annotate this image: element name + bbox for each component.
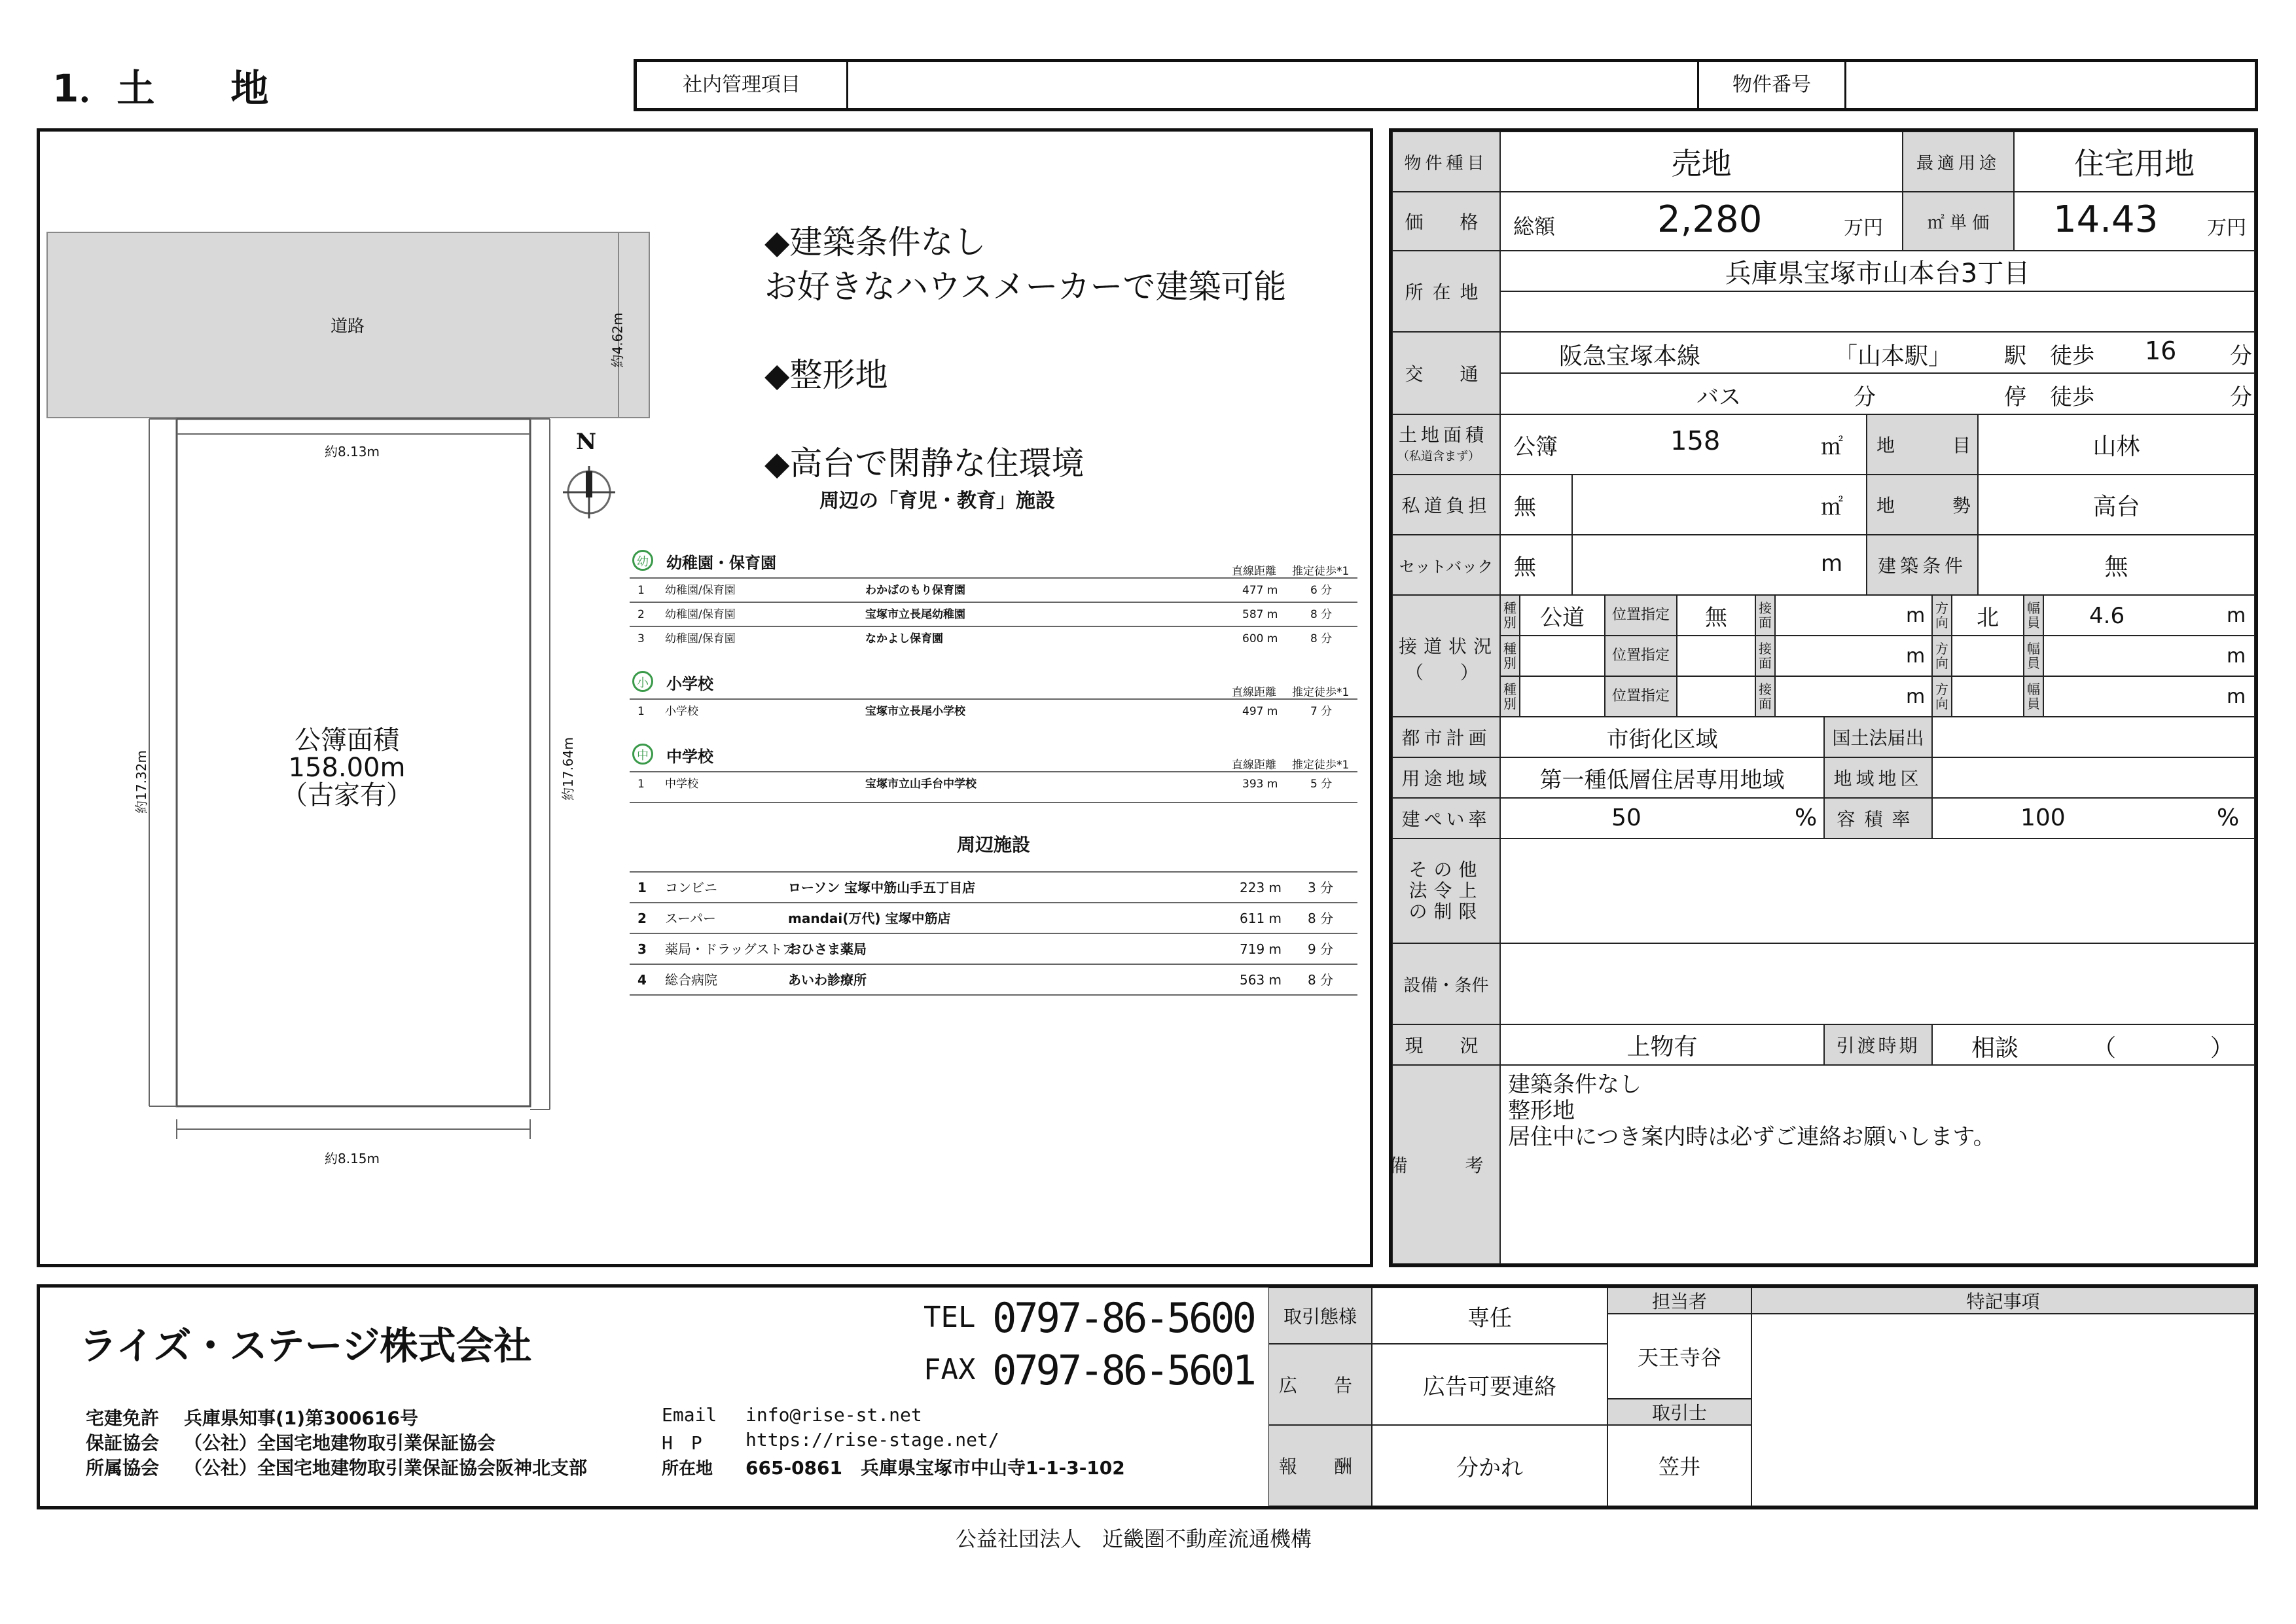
guarantee-value: （公社）全国宅地建物取引業保証協会: [184, 1432, 496, 1454]
hp-label: H P: [662, 1432, 702, 1454]
member-label: 所属協会: [86, 1457, 160, 1479]
top-width-label: 約8.13m: [325, 444, 380, 460]
company-name: ライズ・ステージ株式会社: [79, 1324, 532, 1368]
lot-area-block: [236, 727, 458, 809]
walk-minutes: 16: [2145, 336, 2177, 365]
remarks-line: 建築条件なし: [1508, 1072, 1641, 1098]
other-law-label: その他法令上の制限: [1392, 839, 1500, 943]
road-width-unit: m: [2227, 685, 2246, 708]
school-group-header: [630, 547, 1357, 576]
location-value-2: [1500, 291, 2255, 332]
walk-label: 徒歩: [2050, 343, 2094, 369]
city-planning-value: 市街化区域: [1500, 717, 1824, 757]
use-value: 住宅用地: [2014, 132, 2255, 192]
staff-label: 担当者: [1607, 1288, 1751, 1314]
unit-price-unit: 万円: [2207, 217, 2246, 240]
facility-walk: 8 分: [1310, 608, 1333, 621]
road-designation-label: 位置指定: [1605, 636, 1677, 676]
highlight-any-maker: お好きなハウスメーカーで建築可能: [764, 268, 1287, 306]
road-width-unit: m: [2227, 645, 2246, 668]
address-value: 665-0861 兵庫県宝塚市中山寺1-1-3-102: [745, 1457, 1125, 1479]
school-row: [630, 771, 1357, 797]
school-group-icon: [632, 550, 653, 571]
facility-type: 幼稚園/保育園: [665, 632, 736, 645]
road-width-cell: [2043, 676, 2255, 717]
facility-name: mandai(万代) 宝塚中筋店: [788, 911, 951, 926]
area-title: 公簿面積: [295, 725, 399, 755]
facility-distance: 497 m: [1242, 705, 1278, 718]
facility-type: 小学校: [665, 705, 698, 718]
bus-label: バス: [1696, 384, 1741, 410]
facility-distance: 477 m: [1242, 584, 1278, 597]
use-label: 最適用途: [1903, 132, 2014, 192]
road-direction-label: 方向: [1932, 595, 1952, 636]
facility-type: 中学校: [665, 778, 698, 791]
far-cell: [1932, 798, 2255, 839]
road-direction-value: [1952, 636, 2024, 676]
setback-unit: m: [1821, 550, 1843, 577]
facility-walk: 7 分: [1310, 705, 1333, 718]
license-value: 兵庫県知事(1)第300616号: [184, 1407, 418, 1429]
unit-price: 14.43: [2053, 198, 2159, 241]
row-number: 3: [637, 941, 647, 957]
road-width-label: 幅員: [2024, 595, 2043, 636]
walk-minute-unit-2: 分: [2230, 384, 2252, 410]
facility-distance: 611 m: [1240, 911, 1282, 926]
zoning-label: 用途地域: [1392, 757, 1500, 798]
dealer-value: 笠井: [1607, 1425, 1751, 1506]
road-designation-value: [1677, 636, 1755, 676]
road-frontage-label: 接面: [1755, 595, 1775, 636]
stop-suffix: 停: [2004, 384, 2026, 410]
fee-label: 報 酬: [1268, 1425, 1372, 1506]
email-value: info@rise-st.net: [745, 1404, 922, 1426]
facility-type: スーパー: [665, 911, 716, 926]
school-group-icon: [632, 744, 653, 765]
row-number: 1: [637, 584, 645, 597]
remarks-line: 居住中につき案内時は必ずご連絡お願いします。: [1508, 1124, 1996, 1150]
walk-label-2: 徒歩: [2050, 384, 2094, 410]
road-frontage-label: 接面: [1755, 636, 1775, 676]
staff-value: 天王寺谷: [1607, 1314, 1751, 1399]
current-state-label: 現 況: [1392, 1024, 1500, 1065]
facility-distance: 719 m: [1240, 941, 1282, 957]
school-row: [630, 698, 1357, 724]
facility-row: [630, 964, 1357, 995]
road-access-label: 接道状況: [1399, 636, 1499, 657]
road-designation-value: [1677, 676, 1755, 717]
bcr-value: 50: [1611, 804, 1641, 831]
road-designation-label: 位置指定: [1605, 595, 1677, 636]
equipment-value: [1500, 943, 2255, 1024]
land-area-value: 158: [1670, 426, 1721, 456]
road-frontage-unit: m: [1906, 604, 1926, 627]
far-label: 容積率: [1824, 798, 1932, 839]
row-number: 4: [637, 972, 647, 988]
school-group-icon-glyph: 中: [637, 749, 649, 763]
row-number: 1: [637, 778, 645, 791]
facility-distance: 600 m: [1242, 632, 1278, 645]
bottom-organization: 公益社団法人 近畿圏不動産流通機構: [956, 1526, 1312, 1551]
setback-value: 無: [1500, 535, 1572, 595]
compass-n-label: N: [576, 429, 597, 455]
facility-walk: 3 分: [1308, 880, 1334, 895]
private-road-unit: ㎡: [1821, 494, 1843, 520]
road-width-unit: m: [2227, 604, 2246, 627]
road-frontage-label: 接面: [1755, 676, 1775, 717]
facility-row: [630, 902, 1357, 933]
facility-distance: 223 m: [1240, 880, 1282, 895]
footer-area: [40, 1288, 2255, 1506]
terrain-value: 高台: [1978, 475, 2255, 535]
kokudo-label: 国土法届出: [1824, 717, 1932, 757]
handover-paren: （ ）: [2092, 1035, 2234, 1062]
road-direction-value: [1952, 676, 2024, 717]
bottom-width-label: 約8.15m: [325, 1151, 380, 1166]
address-label: 所在地: [662, 1459, 713, 1479]
facility-walk: 8 分: [1310, 632, 1333, 645]
facility-walk: 8 分: [1308, 972, 1334, 988]
ad-value: 広告可要連絡: [1372, 1344, 1607, 1425]
road-type-value: [1520, 636, 1605, 676]
road-frontage-unit: m: [1906, 645, 1926, 668]
hp-value: https://rise-stage.net/: [745, 1429, 999, 1451]
road-width-label: 幅員: [2024, 676, 2043, 717]
facility-name: なかよし保育園: [865, 632, 943, 645]
road-designation-label: 位置指定: [1605, 676, 1677, 717]
fax-number: 0797-86-5601: [992, 1346, 1254, 1394]
distance-column-header: 直線距離: [1232, 686, 1276, 699]
traffic-row-2: [1500, 373, 2255, 414]
row-number: 2: [637, 911, 647, 926]
facility-name: 宝塚市立山手台中学校: [865, 778, 977, 791]
facilities-title: 周辺施設: [956, 834, 1030, 856]
row-number: 2: [637, 608, 645, 621]
road-direction-value: 北: [1952, 595, 2024, 636]
school-group-name: 中学校: [666, 748, 713, 766]
ad-label: 広 告: [1268, 1344, 1372, 1425]
chimoku-value: 山林: [1978, 414, 2255, 475]
row-number: 1: [637, 880, 647, 895]
row-number: 1: [637, 705, 645, 718]
page-title: 1．土 地: [52, 66, 269, 111]
setback-label: セットバック: [1392, 535, 1500, 595]
road-direction-label: 方向: [1932, 636, 1952, 676]
road-width-label: 幅員: [2024, 636, 2043, 676]
kind-label: 物件種目: [1392, 132, 1500, 192]
current-state-value: 上物有: [1500, 1024, 1824, 1065]
management-bar: [634, 59, 2258, 111]
land-area-unit: ㎡: [1821, 434, 1843, 460]
chimoku-label: 地 目: [1867, 414, 1978, 475]
lot-diagram: [39, 223, 694, 1178]
road-type-label: 種別: [1500, 595, 1520, 636]
facility-type: 薬局・ドラッグストア: [665, 941, 795, 957]
nearby-education-title: 周辺の「育児・教育」施設: [819, 490, 1055, 513]
bcr-label: 建ぺい率: [1392, 798, 1500, 839]
walk-column-header: 推定徒歩*1: [1292, 565, 1350, 578]
area-note: （古家有）: [281, 780, 412, 810]
zoning-value: 第一種低層住居専用地域: [1500, 757, 1824, 798]
dealer-label: 取引士: [1607, 1399, 1751, 1425]
facility-type: コンビニ: [665, 880, 717, 895]
road-type-label: 種別: [1500, 676, 1520, 717]
school-group-name: 幼稚園・保育園: [666, 554, 776, 572]
walk-column-header: 推定徒歩*1: [1292, 686, 1350, 699]
road-label: 道路: [331, 317, 365, 336]
bcr-unit: %: [1795, 804, 1818, 831]
terrain-label: 地 勢: [1867, 475, 1978, 535]
deal-type-value: 専任: [1372, 1288, 1607, 1344]
facility-walk: 6 分: [1310, 584, 1333, 597]
facility-name: 宝塚市立長尾小学校: [865, 705, 965, 718]
distance-column-header: 直線距離: [1232, 565, 1276, 578]
road-type-value: [1520, 676, 1605, 717]
road-designation-value: 無: [1677, 595, 1755, 636]
road-width-cell: [2043, 636, 2255, 676]
train-line: 阪急宝塚本線: [1559, 343, 1701, 370]
road-frontage-unit: m: [1906, 685, 1926, 708]
total-unit: 万円: [1844, 217, 1883, 240]
highlight-regular-shape: ◆整形地: [764, 356, 888, 394]
area-district-label: 地域地区: [1824, 757, 1932, 798]
total-price: 2,280: [1657, 198, 1763, 241]
facility-name: あいわ診療所: [788, 972, 867, 988]
land-area-label: 土地面積: [1399, 424, 1488, 446]
facility-walk: 8 分: [1308, 911, 1334, 926]
school-row: [630, 626, 1357, 651]
facility-row: [630, 871, 1357, 903]
other-law-value: [1500, 839, 2255, 943]
road-direction-label: 方向: [1932, 676, 1952, 717]
compass-icon: [563, 466, 615, 518]
location-label: 所在地: [1392, 251, 1500, 332]
fax-label: FAX: [924, 1353, 976, 1386]
deal-type-label: 取引態様: [1268, 1288, 1372, 1344]
facility-name: わかばのもり保育園: [865, 584, 965, 597]
school-group-name: 小学校: [666, 675, 713, 693]
facility-name: 宝塚市立長尾幼稚園: [865, 608, 965, 621]
bcr-cell: [1500, 798, 1824, 839]
private-road-label: 私道負担: [1392, 475, 1500, 535]
facility-distance: 393 m: [1242, 778, 1278, 791]
facilities-separator: [630, 802, 1357, 803]
spec-table-area: [1389, 132, 2255, 1264]
guarantee-label: 保証協会: [86, 1432, 160, 1454]
remarks-label: 備 考: [1392, 1065, 1500, 1264]
location-value: 兵庫県宝塚市山本台3丁目: [1500, 251, 2255, 291]
station-suffix: 駅: [2004, 343, 2026, 369]
property-number-value[interactable]: [1844, 62, 2250, 108]
school-group-icon: [632, 671, 653, 692]
school-group-icon-glyph: 幼: [637, 555, 649, 569]
far-value: 100: [2020, 804, 2066, 831]
facility-walk: 5 分: [1310, 778, 1333, 791]
mgmt-label: 社内管理項目: [637, 62, 848, 108]
kind-value: 売地: [1500, 132, 1903, 192]
station-name: 「山本駅」: [1834, 343, 1952, 370]
kokudo-value: [1932, 717, 2255, 757]
remarks-line: 整形地: [1508, 1098, 1575, 1124]
email-label: Email: [662, 1404, 717, 1426]
koubo-label: 公簿: [1513, 434, 1558, 460]
build-condition-value: 無: [1978, 535, 2255, 595]
area-value: 158.00m: [288, 753, 406, 783]
facility-walk: 9 分: [1308, 941, 1334, 957]
school-group-header: [630, 741, 1357, 770]
handover-label: 引渡時期: [1824, 1024, 1932, 1065]
facility-distance: 563 m: [1240, 972, 1282, 988]
facility-type: 総合病院: [665, 972, 717, 988]
road-type-label: 種別: [1500, 636, 1520, 676]
road-type-value: 公道: [1520, 595, 1605, 636]
handover-value: 相談: [1971, 1035, 2019, 1062]
equipment-label: 設備・条件: [1392, 943, 1500, 1024]
fee-value: 分かれ: [1372, 1425, 1607, 1506]
road-width-label: 約4.62m: [609, 312, 626, 368]
facility-type: 幼稚園/保育園: [665, 608, 736, 621]
tel-number: 0797-86-5600: [992, 1294, 1254, 1342]
road-width-cell: [2043, 595, 2255, 636]
mgmt-value[interactable]: [848, 62, 1696, 108]
traffic-label: 交 通: [1392, 332, 1500, 414]
facility-row: [630, 933, 1357, 964]
school-row: [630, 577, 1357, 603]
right-depth-label: 約17.64m: [560, 737, 576, 801]
far-unit: %: [2217, 804, 2240, 831]
property-number-label: 物件番号: [1697, 62, 1846, 108]
highlight-quiet-hill: ◆高台で閑静な住環境: [764, 444, 1085, 482]
build-condition-label: 建築条件: [1867, 535, 1978, 595]
walk-column-header: 推定徒歩*1: [1292, 759, 1350, 772]
walk-minute-unit: 分: [2230, 343, 2252, 369]
school-group-icon-glyph: 小: [637, 676, 649, 690]
member-value: （公社）全国宅地建物取引業保証協会阪神北支部: [184, 1457, 588, 1479]
school-group-header: [630, 668, 1357, 697]
left-depth-label: 約17.32m: [133, 750, 149, 814]
land-area-note: （私道含まず）: [1397, 450, 1480, 463]
road-width-value: 4.6: [2089, 603, 2125, 629]
total-label: 総額: [1513, 214, 1556, 239]
license-label: 宅建免許: [86, 1407, 160, 1429]
facilities-end-line: [630, 994, 1357, 996]
area-district-value: [1932, 757, 2255, 798]
private-road-value: 無: [1500, 475, 1572, 535]
tel-label: TEL: [924, 1301, 976, 1334]
bus-minute-unit: 分: [1854, 384, 1876, 410]
facility-name: ローソン 宝塚中筋山手五丁目店: [788, 880, 976, 895]
special-notes-label: 特記事項: [1751, 1288, 2255, 1314]
row-number: 3: [637, 632, 645, 645]
price-label: 価 格: [1392, 192, 1500, 251]
facility-distance: 587 m: [1242, 608, 1278, 621]
school-row: [630, 602, 1357, 627]
facility-type: 幼稚園/保育園: [665, 584, 736, 597]
city-planning-label: 都市計画: [1392, 717, 1500, 757]
unit-price-label: ㎡ 単 価: [1903, 192, 2014, 251]
special-notes-value: [1751, 1314, 2255, 1506]
facility-name: おひさま薬局: [788, 941, 867, 957]
distance-column-header: 直線距離: [1232, 759, 1276, 772]
highlight-no-build-condition: ◆建築条件なし: [764, 223, 986, 261]
road-access-paren: （ ）: [1405, 662, 1479, 683]
